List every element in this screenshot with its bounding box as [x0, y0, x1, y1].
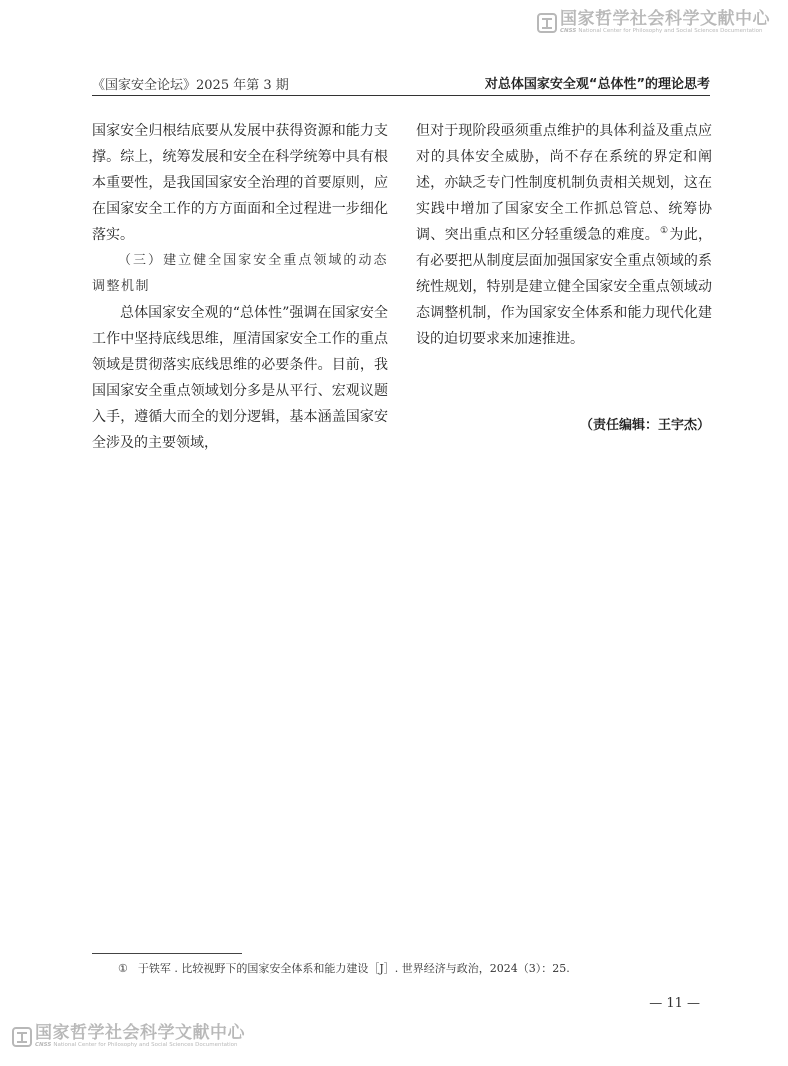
responsible-editor: （责任编辑：王宇杰） [579, 418, 710, 433]
watermark-title: 国家哲学社会科学文献中心 [560, 9, 770, 29]
left-column [92, 118, 388, 456]
footnote-text: 于铁军 . 比较视野下的国家安全体系和能力建设［J］. 世界经济与政治，2024（3）：25. [137, 962, 570, 975]
section-subheading: （三）建立健全国家安全重点领域的动态调整机制 [92, 253, 388, 294]
logo-mark-icon [537, 13, 557, 33]
footnote-reference[interactable]: ① [660, 226, 669, 237]
header-rule [92, 95, 710, 96]
right-column [416, 118, 712, 352]
footnote [118, 960, 570, 976]
watermark-logo-top [537, 10, 770, 35]
left-paragraph-1: 国家安全归根结底要从发展中获得资源和能力支撑。综上，统筹发展和安全在科学统筹中具有根本重要性，是我国国家安全治理的首要原则，应在国家安全工作的方方面面和全过程进一步细化落实。 [92, 123, 388, 243]
watermark-subtitle: CNSS National Center for Philosophy and Social Sciences Documentation [35, 1042, 238, 1048]
page-number: — 11 — [649, 996, 700, 1011]
right-paragraph-1: 但对于现阶段亟须重点维护的具体利益及重点应对的具体安全威胁，尚不存在系统的界定和阐述，亦缺乏专门性制度机制负责相关规划，这在实践中增加了国家安全工作抓总管总、统筹协调、突出重点和区分轻重缓急的难度。①为此，有必要把从制度层面加强国家安全重点领域的系统性规划，特别是建立健全国家安全重点领域动态调整机制，作为国家安全体系和能力现代化建设的迫切要求来加速推进。 [416, 123, 713, 347]
journal-issue: 《国家安全论坛》2025 年第 3 期 [92, 78, 289, 93]
watermark-subtitle: CNSS National Center for Philosophy and Social Sciences Documentation [560, 28, 763, 34]
watermark-title: 国家哲学社会科学文献中心 [35, 1023, 245, 1043]
footnote-rule [92, 953, 242, 954]
article-title: 对总体国家安全观“总体性”的理论思考 [484, 77, 710, 92]
footnote-mark: ① [118, 962, 128, 975]
watermark-logo-bottom [12, 1024, 245, 1049]
left-paragraph-2: 总体国家安全观的“总体性”强调在国家安全工作中坚持底线思维，厘清国家安全工作的重点领域是贯彻落实底线思维的必要条件。目前，我国国家安全重点领域划分多是从平行、宏观议题入手，遵循大而全的划分逻辑，基本涵盖国家安全涉及的主要领域， [92, 305, 388, 451]
logo-mark-icon [12, 1027, 32, 1047]
